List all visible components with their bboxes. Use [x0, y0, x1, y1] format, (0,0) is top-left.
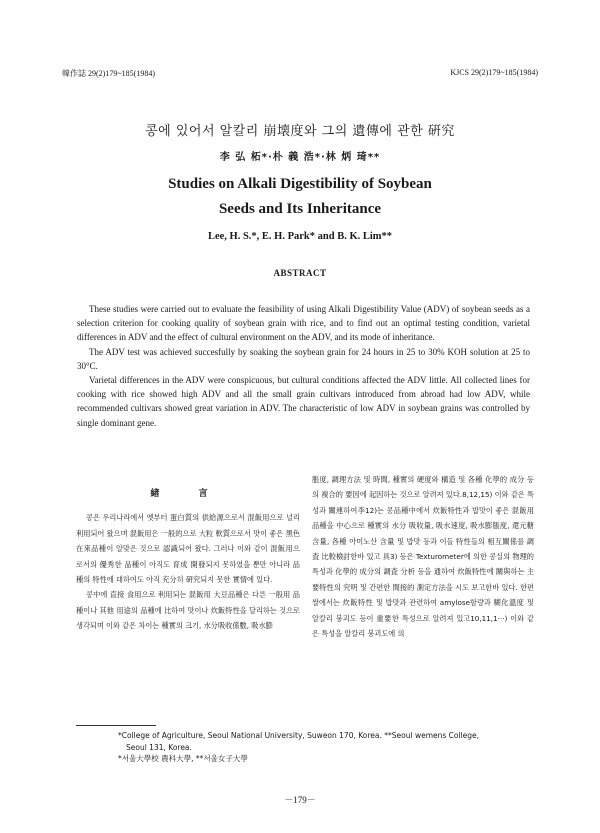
body-paragraph: 콩中에 直接 食用으로 利用되는 混飯用 大豆品種은 다른 一般用 品種이나 其他 用途의 品種에 比하여 맛이나 炊飯特性을 달리하는 것으로 생각되며 이와 같은 차이는 種實의 크기, 水分吸收係數, 吸水膨	[76, 590, 300, 631]
abstract-body	[77, 302, 530, 430]
english-title-line1: Studies on Alkali Digestibility of Soybean	[168, 176, 432, 192]
right-column	[312, 472, 534, 641]
left-column	[76, 487, 300, 634]
journal-header-english: KJCS 29(2)179~185(1984)	[450, 68, 538, 77]
section-heading: 緖 言	[150, 489, 226, 499]
korean-authors: 李 弘 柘*·朴 義 浩*·林 炳 琦**	[219, 152, 381, 163]
body-paragraph: 콩은 우리나라에서 옛부터 蛋白質의 供給源으로서 混飯用으로 널리 利用되어 왔으며 混飯用은 一般的으로 大粒 軟質으로서 맛이 좋은 黑色 在來品種이 알맞은 것으로 認識되어 왔다. 그러나 이와 같이 混飯用으로서의 優秀한 品種이 아직도 育成 開發되지 못하였을 뿐만 아니라 品種의 特性에 대하여도 아직 充分히 硏究되지 못한 實情에 있다.	[76, 513, 300, 585]
english-authors: Lee, H. S.*, E. H. Park* and B. K. Lim**	[207, 231, 393, 242]
abstract-heading: ABSTRACT	[273, 268, 327, 278]
abstract-paragraph: These studies were carried out to evaluate the feasibility of using Alkali Digestibility Value (ADV) of soybean seeds as a selection criterion for cooking quality of soybean grain with rice, and to find out an optimal testing condition, varietal differences in ADV and the effect of cultural environment on the ADV, and its mode of inheritance.	[77, 304, 530, 343]
korean-title: 콩에 있어서 알칼리 崩壊度와 그의 遺傳에 관한 硏究	[145, 124, 455, 139]
abstract-paragraph: The ADV test was achieved succesfully by soaking the soybean grain for 24 hours in 25 to 30% KOH solution at 25 to 30°C.	[77, 346, 530, 371]
footnote-english-cont: Seoul 131, Korea.	[126, 742, 192, 752]
english-title-line2: Seeds and Its Inheritance	[218, 201, 382, 217]
body-paragraph: 脹度, 調理方法 및 時間, 種實의 硬度와 構造 및 各種 化學的 成分 등의 複合的 要因에 起因하는 것으로 알려져 있다.8,12,15) 이와 같은 특성과 關連하여李12)는 콩品種中에서 炊飯特性과 밥맛이 좋은 混飯用 品種을 中心으로 種實의 水分 吸收量, 吸水速度, 吸水膨脹度, 還元糖 含量, 各種 아미노산 含量 및 밥맛 등과 이들 特性들의 相互關係를 調査 比較檢討한바 있고 具3) 등은 Texturometer에 의한 콩실의 物理的 특성과 化學的 成分의 調査 分析 등을 通하여 炊飯特性에 關與하는 主要特性의 究明 및 간편한 間接的 測定方法을 시도 보고한바 있다. 한편 쌀에서는 炊飯特性 및 밥맛과 관련하여 amylose함량과 糊化溫度 및 알칼리 붕괴도 등이 重要한 특성으로 알려져 있고10,11,1···) 이와 같은 특성을 알칼리 붕괴도에 의	[312, 475, 534, 639]
page-number: －179－	[284, 795, 316, 805]
abstract-paragraph: Varietal differences in the ADV were conspicuous, but cultural conditions affected the ADV little. All collected lines for cooking with rice showed high ADV and all the small grain cultivars introduced from abroad had low ADV, while recommended cultivars showed great variation in ADV. The characteristic of low ADV in soybean grains was controlled by single dominant gene.	[77, 375, 530, 428]
footnote-divider	[76, 725, 156, 726]
footnote-english: *College of Agriculture, Seoul National University, Suweon 170, Korea. **Seoul wemens College,	[118, 731, 480, 740]
journal-header-korean: 韓作誌 29(2)179~185(1984)	[62, 69, 155, 78]
footnote-korean: *서울大學校 農科大學, **서울女子大學	[118, 754, 248, 763]
footnotes	[118, 730, 538, 765]
